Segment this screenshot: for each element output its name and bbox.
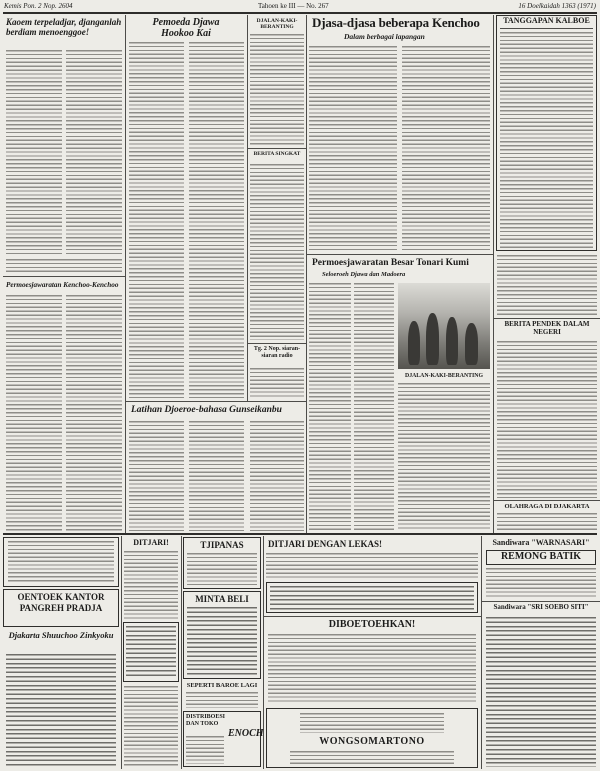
ad-headline-tjipanas: TJIPANAS (200, 540, 244, 550)
section-rule (248, 148, 306, 149)
advertisement-text (486, 568, 596, 599)
ad-headline-minta-beli: MINTA BELI (195, 594, 249, 604)
photo-figure (465, 323, 478, 365)
article-body-text (500, 32, 593, 248)
advertisement-text (187, 553, 257, 585)
article-subhead-tonari: Seloeroeh Djawa dan Madoera (322, 271, 406, 278)
article-body-text (250, 368, 304, 399)
article-body-text (189, 42, 244, 398)
article-body-text (354, 283, 394, 531)
article-headline-pemoeda: Pemoeda Djawa Hookoo Kai (152, 17, 220, 39)
column-divider (481, 536, 482, 769)
article-headline-djalan-kaki-1: DJALAN-KAKI-BERANTING (256, 18, 298, 31)
article-headline-tonari: Permoesjawaratan Besar Tonari Kumi (312, 258, 469, 268)
ad-headline-seperti-baroe: SEPERTI BAROE LAGI (186, 682, 258, 689)
ad-headline-ditjari-lekas: DITJARI DENGAN LEKAS! (268, 539, 383, 549)
article-headline-kenchoo: Permoesjawaratan Kenchoo-Kenchoo (6, 281, 119, 289)
advertisement-text (187, 607, 257, 675)
column-divider (125, 15, 126, 533)
photo-figure (408, 321, 420, 365)
article-headline-berita-pendek: BERITA PENDEK DALAM NEGERI (504, 320, 590, 336)
ad-headline-sri-soebo-siti: Sandiwara "SRI SOEBO SITI" (493, 603, 589, 611)
article-body-text (6, 259, 122, 272)
article-subhead-djasa: Dalam berbagai lapangan (344, 32, 425, 41)
article-body-text (250, 34, 304, 146)
article-body-text (66, 295, 122, 531)
article-headline-tanggapan: TANGGAPAN KALBOE (503, 16, 590, 25)
section-rule (3, 276, 125, 277)
ad-logo-enoch: ENOCH (228, 728, 264, 739)
article-body-text (497, 513, 597, 531)
advertisement-text (290, 751, 454, 765)
advertisement-text (186, 736, 224, 764)
section-rule (307, 254, 493, 255)
advertisement-text (186, 692, 258, 708)
ad-headline-wongsomartono: WONGSOMARTONO (319, 736, 425, 747)
article-body-text (309, 283, 351, 531)
article-body-text (402, 46, 490, 250)
advertisement-text (266, 553, 478, 579)
article-body-text (497, 341, 597, 498)
news-photo (398, 283, 490, 369)
advertisement-text (6, 654, 116, 768)
advertisement-text (124, 686, 178, 768)
article-body-text (129, 421, 184, 531)
article-body-text (497, 255, 597, 315)
ad-headline-diboetoehkan: DIBOETOEHKAN! (328, 619, 416, 630)
advertisement-text (8, 541, 114, 583)
ad-headline-warnasari: Sandiwara "WARNASARI" (492, 538, 590, 547)
column-divider (121, 536, 122, 769)
ad-headline-distriboesi: DISTRIBOESI DAN TOKO (186, 714, 226, 727)
column-divider (181, 536, 182, 769)
masthead-date: Kemis Pon. 2 Nop. 2604 (4, 2, 73, 10)
article-body-text (129, 42, 184, 398)
column-divider (306, 15, 307, 533)
section-rule (494, 318, 600, 319)
article-body-text (189, 421, 244, 531)
section-rule (126, 401, 306, 402)
advertisement-text (270, 586, 474, 610)
article-headline-djasa: Djasa-djasa beberapa Kenchoo (312, 15, 480, 30)
article-body-text (398, 383, 490, 531)
article-body-text (250, 164, 304, 340)
column-divider (493, 15, 494, 533)
photo-figure (426, 313, 439, 365)
ad-headline-ditjari: DITJARI! (133, 538, 169, 547)
section-rule (264, 616, 481, 617)
article-headline-berita-singkat: BERITA SINGKAT (253, 151, 301, 157)
article-body-text (66, 50, 122, 256)
advertisement-text (126, 626, 176, 678)
article-headline-djalan-kaki-2: DJALAN-KAKI-BERANTING (405, 373, 483, 379)
masthead-issue: Tahoen ke III — No. 267 (258, 2, 329, 10)
article-headline-radio: Tg. 2 Nop. siaran-siaran radio (253, 346, 301, 359)
section-rule (500, 28, 593, 29)
advertisement-text (300, 713, 444, 733)
article-body-text (309, 46, 397, 250)
ad-headline-oentoek-kantor: OENTOEK KANTOR PANGREH PRADJA (17, 592, 105, 613)
article-headline-latihan: Latihan Djoeroe-bahasa Gunseikanbu (131, 405, 282, 415)
section-rule (494, 500, 600, 501)
article-body-text (6, 50, 62, 256)
ad-headline-shuuchoo: Djakarta Shuuchoo Zinkyoku (8, 630, 114, 640)
article-body-text (6, 295, 62, 531)
article-body-text (250, 421, 304, 531)
advertisement-text (486, 617, 596, 767)
masthead-hijri-date: 16 Doelkaidah 1363 (1971) (518, 2, 596, 10)
ad-headline-remong-batik: REMONG BATIK (500, 551, 582, 562)
article-headline-olahraga: OLAHRAGA DI DJAKARTA (504, 503, 590, 510)
section-rule (482, 601, 600, 602)
advertisement-text (124, 551, 178, 619)
photo-figure (446, 317, 458, 365)
article-headline-kaoem: Kaoem terpeladjar, djanganlah berdiam menoenggoe! (6, 17, 122, 37)
advertisement-text (268, 634, 476, 704)
advertisement-rule (3, 533, 597, 535)
section-rule (248, 343, 306, 344)
masthead-rule (3, 12, 597, 14)
